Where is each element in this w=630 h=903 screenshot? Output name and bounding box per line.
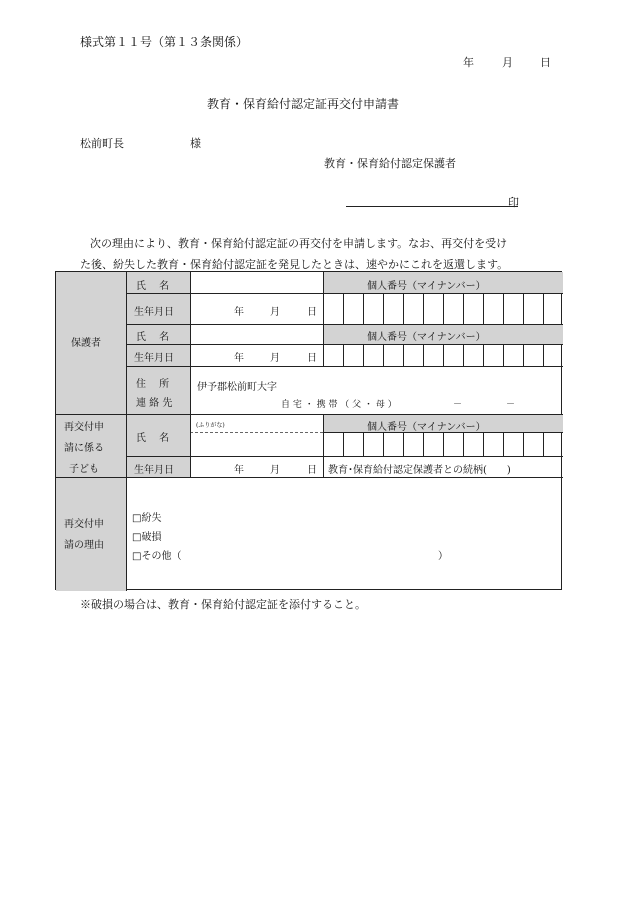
child-section-line-1: 再交付申	[64, 422, 104, 433]
relationship-label[interactable]: 教育･保育給付認定保護者との続柄( )	[328, 465, 511, 476]
address-value[interactable]: 伊予郡松前町大字	[197, 382, 277, 393]
guardian1-name-label: 氏 名	[136, 281, 170, 292]
child-birth-month: 月	[270, 465, 280, 476]
document-title: 教育・保育給付認定証再交付申請書	[207, 97, 400, 111]
footnote: ※破損の場合は、教育・保育給付認定証を添付すること。	[80, 598, 366, 611]
guardian1-birth-month: 月	[270, 307, 280, 318]
guardian1-mynumber-label: 個人番号（マイナンバー）	[367, 281, 486, 292]
guardian-section-label: 保護者	[71, 338, 101, 349]
child-birthdate-label: 生年月日	[134, 465, 174, 476]
reason-other-checkbox[interactable]: □その他（	[132, 551, 182, 562]
furigana-label: (ふりがな)	[196, 422, 225, 429]
guardian2-birth-year: 年	[234, 353, 244, 364]
guardian1-birthdate-label: 生年月日	[134, 307, 174, 318]
contact-dash-1: －	[453, 400, 463, 410]
reason-section-cell	[56, 477, 126, 591]
guardian2-birth-day: 日	[307, 353, 317, 364]
intro-line-1: 次の理由により、教育・保育給付認定証の再交付を申請します。なお、再交付を受け	[90, 237, 508, 250]
child-section-line-3: 子ども	[69, 464, 99, 475]
address-label: 住 所	[136, 379, 170, 390]
guardian2-mynumber-label: 個人番号（マイナンバー）	[367, 332, 486, 343]
child-name-field[interactable]	[191, 433, 322, 455]
applicant-label: 教育・保育給付認定保護者	[324, 157, 456, 170]
child-section-line-2: 請に係る	[64, 443, 104, 454]
guardian2-birth-month: 月	[270, 353, 280, 364]
guardian2-birthdate-label: 生年月日	[134, 353, 174, 364]
child-birth-day: 日	[307, 465, 317, 476]
contact-dash-2: －	[506, 400, 516, 410]
child-birth-year: 年	[234, 465, 244, 476]
guardian1-birth-day: 日	[307, 307, 317, 318]
intro-line-2: た後、紛失した教育・保育給付認定証を発見したときは、速やかにこれを返還します。	[80, 258, 509, 271]
reason-lost-checkbox[interactable]: □紛失	[132, 513, 162, 524]
child-mynumber-label: 個人番号（マイナンバー）	[367, 422, 486, 433]
guardian2-name-label: 氏 名	[136, 332, 170, 343]
guardian1-birth-year: 年	[234, 307, 244, 318]
signature-line	[346, 206, 518, 207]
reason-section-line-1: 再交付申	[64, 519, 104, 530]
honorific: 様	[190, 137, 201, 150]
date-year-label: 年	[463, 56, 474, 69]
date-day-label: 日	[540, 56, 551, 69]
form-number: 様式第１１号（第１３条関係）	[80, 35, 249, 49]
addressee: 松前町長	[80, 137, 124, 150]
contact-label: 連 絡 先	[136, 398, 173, 409]
application-table	[55, 271, 562, 590]
date-month-label: 月	[502, 56, 513, 69]
reason-other-close: ）	[438, 551, 448, 562]
seal-mark: 印	[508, 196, 519, 209]
guardian1-name-field[interactable]	[191, 273, 322, 292]
reason-section-line-2: 請の理由	[64, 540, 104, 551]
guardian2-name-field[interactable]	[191, 325, 322, 343]
contact-value[interactable]: 自 宅 ・ 携 帯 （ 父 ・ 母 ）	[281, 400, 397, 410]
reason-damaged-checkbox[interactable]: □破損	[132, 532, 162, 543]
child-name-label: 氏 名	[136, 433, 170, 444]
